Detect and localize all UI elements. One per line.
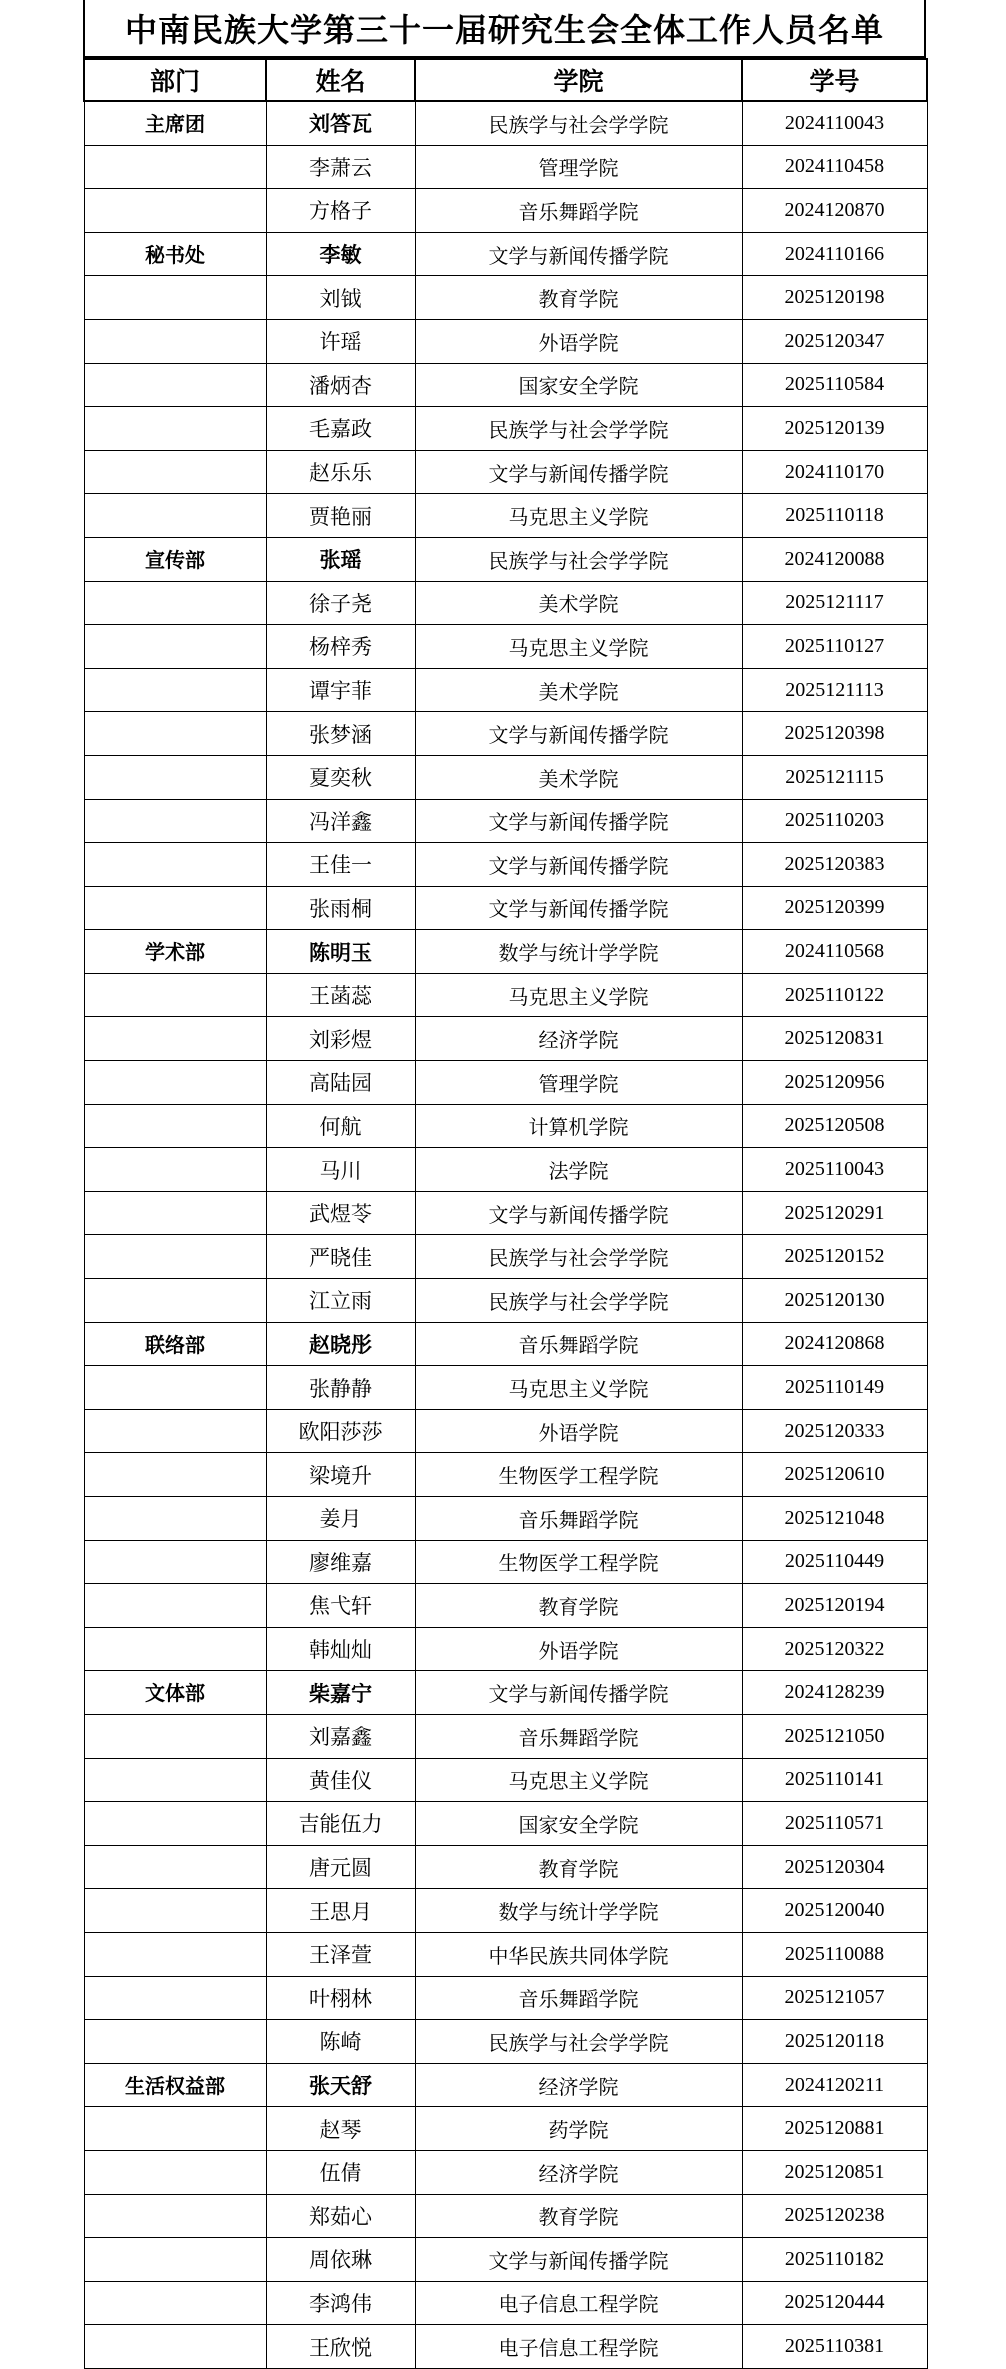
student-id-cell: 2025120508 bbox=[742, 1104, 927, 1148]
student-id-cell: 2025120610 bbox=[742, 1453, 927, 1497]
student-id-cell: 2024110458 bbox=[742, 145, 927, 189]
table-row bbox=[84, 755, 927, 799]
table-row bbox=[84, 1061, 927, 1105]
name-cell: 廖维嘉 bbox=[266, 1540, 415, 1584]
dept-cell bbox=[84, 1889, 266, 1933]
table-row bbox=[84, 276, 927, 320]
student-id-cell: 2025120198 bbox=[742, 276, 927, 320]
roster-sheet bbox=[83, 0, 926, 2369]
table-row bbox=[84, 1322, 927, 1366]
student-id-cell: 2024110166 bbox=[742, 232, 927, 276]
name-cell: 王欣悦 bbox=[266, 2325, 415, 2369]
name-cell: 王思月 bbox=[266, 1889, 415, 1933]
student-id-cell: 2024120088 bbox=[742, 537, 927, 581]
name-cell: 刘钺 bbox=[266, 276, 415, 320]
student-id-cell: 2025120398 bbox=[742, 712, 927, 756]
student-id-cell: 2025120238 bbox=[742, 2194, 927, 2238]
college-cell: 文学与新闻传播学院 bbox=[415, 886, 742, 930]
student-id-cell: 2025110584 bbox=[742, 363, 927, 407]
student-id-cell: 2024120870 bbox=[742, 189, 927, 233]
college-cell: 文学与新闻传播学院 bbox=[415, 1191, 742, 1235]
dept-cell bbox=[84, 276, 266, 320]
student-id-cell: 2025120040 bbox=[742, 1889, 927, 1933]
student-id-cell: 2025110122 bbox=[742, 973, 927, 1017]
student-id-cell: 2025120291 bbox=[742, 1191, 927, 1235]
dept-cell bbox=[84, 1235, 266, 1279]
student-id-cell: 2025121050 bbox=[742, 1714, 927, 1758]
college-cell: 经济学院 bbox=[415, 2063, 742, 2107]
college-cell: 经济学院 bbox=[415, 2150, 742, 2194]
table-row bbox=[84, 189, 927, 233]
table-row bbox=[84, 2238, 927, 2282]
table-row bbox=[84, 2281, 927, 2325]
roster-table bbox=[83, 58, 928, 2369]
name-cell: 柴嘉宁 bbox=[266, 1671, 415, 1715]
college-cell: 民族学与社会学学院 bbox=[415, 1279, 742, 1323]
student-id-cell: 2025121057 bbox=[742, 1976, 927, 2020]
table-row bbox=[84, 2107, 927, 2151]
name-cell: 张梦涵 bbox=[266, 712, 415, 756]
name-cell: 陈明玉 bbox=[266, 930, 415, 974]
table-row bbox=[84, 1976, 927, 2020]
table-row bbox=[84, 886, 927, 930]
name-cell: 张雨桐 bbox=[266, 886, 415, 930]
dept-cell bbox=[84, 1453, 266, 1497]
student-id-cell: 2025120333 bbox=[742, 1409, 927, 1453]
table-row bbox=[84, 1845, 927, 1889]
student-id-cell: 2025110203 bbox=[742, 799, 927, 843]
dept-cell bbox=[84, 712, 266, 756]
name-cell: 赵琴 bbox=[266, 2107, 415, 2151]
college-cell: 数学与统计学学院 bbox=[415, 930, 742, 974]
table-row bbox=[84, 1235, 927, 1279]
name-cell: 许瑶 bbox=[266, 319, 415, 363]
student-id-cell: 2025120444 bbox=[742, 2281, 927, 2325]
college-cell: 数学与统计学学院 bbox=[415, 1889, 742, 1933]
dept-cell bbox=[84, 1366, 266, 1410]
dept-cell: 生活权益部 bbox=[84, 2063, 266, 2107]
table-row bbox=[84, 581, 927, 625]
student-id-cell: 2024110568 bbox=[742, 930, 927, 974]
dept-cell bbox=[84, 973, 266, 1017]
name-cell: 杨梓秀 bbox=[266, 625, 415, 669]
dept-cell bbox=[84, 2325, 266, 2369]
dept-cell bbox=[84, 1409, 266, 1453]
dept-cell bbox=[84, 1061, 266, 1105]
dept-cell bbox=[84, 1191, 266, 1235]
name-cell: 王佳一 bbox=[266, 843, 415, 887]
student-id-cell: 2025120139 bbox=[742, 407, 927, 451]
name-cell: 刘答瓦 bbox=[266, 101, 415, 145]
college-cell: 民族学与社会学学院 bbox=[415, 537, 742, 581]
student-id-cell: 2025120194 bbox=[742, 1584, 927, 1628]
student-id-cell: 2024120868 bbox=[742, 1322, 927, 1366]
table-row bbox=[84, 494, 927, 538]
name-cell: 王菡蕊 bbox=[266, 973, 415, 1017]
table-row bbox=[84, 625, 927, 669]
dept-cell bbox=[84, 319, 266, 363]
table-row bbox=[84, 1584, 927, 1628]
college-cell: 音乐舞蹈学院 bbox=[415, 1497, 742, 1541]
name-cell: 高陆园 bbox=[266, 1061, 415, 1105]
college-cell: 教育学院 bbox=[415, 1584, 742, 1628]
dept-cell bbox=[84, 581, 266, 625]
college-cell: 文学与新闻传播学院 bbox=[415, 843, 742, 887]
table-row bbox=[84, 537, 927, 581]
name-cell: 武煜苓 bbox=[266, 1191, 415, 1235]
name-cell: 刘彩煜 bbox=[266, 1017, 415, 1061]
name-cell: 张静静 bbox=[266, 1366, 415, 1410]
name-cell: 韩灿灿 bbox=[266, 1627, 415, 1671]
table-row bbox=[84, 363, 927, 407]
college-cell: 马克思主义学院 bbox=[415, 973, 742, 1017]
table-row bbox=[84, 1148, 927, 1192]
table-row bbox=[84, 1758, 927, 1802]
dept-cell bbox=[84, 1976, 266, 2020]
college-cell: 美术学院 bbox=[415, 581, 742, 625]
table-row bbox=[84, 1366, 927, 1410]
name-cell: 陈崎 bbox=[266, 2020, 415, 2064]
name-cell: 徐子尧 bbox=[266, 581, 415, 625]
college-cell: 教育学院 bbox=[415, 1845, 742, 1889]
document-title: 中南民族大学第三十一届研究生会全体工作人员名单 bbox=[83, 0, 926, 58]
student-id-cell: 2025121115 bbox=[742, 755, 927, 799]
table-row bbox=[84, 1497, 927, 1541]
name-cell: 赵乐乐 bbox=[266, 450, 415, 494]
college-cell: 美术学院 bbox=[415, 755, 742, 799]
name-cell: 李萧云 bbox=[266, 145, 415, 189]
college-cell: 民族学与社会学学院 bbox=[415, 101, 742, 145]
college-cell: 外语学院 bbox=[415, 1409, 742, 1453]
name-cell: 梁境升 bbox=[266, 1453, 415, 1497]
name-cell: 何航 bbox=[266, 1104, 415, 1148]
name-cell: 谭宇菲 bbox=[266, 668, 415, 712]
table-row bbox=[84, 1279, 927, 1323]
table-row bbox=[84, 843, 927, 887]
name-cell: 潘炳杏 bbox=[266, 363, 415, 407]
dept-cell bbox=[84, 755, 266, 799]
dept-cell bbox=[84, 145, 266, 189]
name-cell: 张天舒 bbox=[266, 2063, 415, 2107]
college-cell: 电子信息工程学院 bbox=[415, 2281, 742, 2325]
table-row bbox=[84, 450, 927, 494]
table-row bbox=[84, 1453, 927, 1497]
student-id-cell: 2024110170 bbox=[742, 450, 927, 494]
college-cell: 文学与新闻传播学院 bbox=[415, 232, 742, 276]
table-row bbox=[84, 2020, 927, 2064]
name-cell: 毛嘉政 bbox=[266, 407, 415, 451]
college-cell: 计算机学院 bbox=[415, 1104, 742, 1148]
dept-cell bbox=[84, 1932, 266, 1976]
dept-cell bbox=[84, 668, 266, 712]
student-id-cell: 2025120383 bbox=[742, 843, 927, 887]
table-row bbox=[84, 2150, 927, 2194]
name-cell: 叶栩林 bbox=[266, 1976, 415, 2020]
student-id-cell: 2025110118 bbox=[742, 494, 927, 538]
college-cell: 外语学院 bbox=[415, 1627, 742, 1671]
college-cell: 管理学院 bbox=[415, 1061, 742, 1105]
student-id-cell: 2024128239 bbox=[742, 1671, 927, 1715]
college-cell: 音乐舞蹈学院 bbox=[415, 189, 742, 233]
dept-cell bbox=[84, 1497, 266, 1541]
table-row bbox=[84, 1714, 927, 1758]
dept-cell bbox=[84, 2281, 266, 2325]
student-id-cell: 2025120831 bbox=[742, 1017, 927, 1061]
roster-body bbox=[84, 101, 927, 2368]
college-cell: 管理学院 bbox=[415, 145, 742, 189]
college-cell: 文学与新闻传播学院 bbox=[415, 2238, 742, 2282]
dept-cell bbox=[84, 1714, 266, 1758]
table-row bbox=[84, 799, 927, 843]
student-id-cell: 2025120347 bbox=[742, 319, 927, 363]
name-cell: 唐元圆 bbox=[266, 1845, 415, 1889]
dept-cell: 文体部 bbox=[84, 1671, 266, 1715]
college-cell: 马克思主义学院 bbox=[415, 1366, 742, 1410]
dept-cell bbox=[84, 1104, 266, 1148]
college-cell: 音乐舞蹈学院 bbox=[415, 1976, 742, 2020]
name-cell: 赵晓彤 bbox=[266, 1322, 415, 1366]
name-cell: 张瑶 bbox=[266, 537, 415, 581]
college-cell: 马克思主义学院 bbox=[415, 494, 742, 538]
name-cell: 伍倩 bbox=[266, 2150, 415, 2194]
student-id-cell: 2025110381 bbox=[742, 2325, 927, 2369]
college-cell: 国家安全学院 bbox=[415, 1802, 742, 1846]
table-row bbox=[84, 712, 927, 756]
student-id-cell: 2025110182 bbox=[742, 2238, 927, 2282]
name-cell: 严晓佳 bbox=[266, 1235, 415, 1279]
table-row bbox=[84, 1932, 927, 1976]
student-id-cell: 2025110449 bbox=[742, 1540, 927, 1584]
dept-cell: 宣传部 bbox=[84, 537, 266, 581]
student-id-cell: 2025120130 bbox=[742, 1279, 927, 1323]
student-id-cell: 2024110043 bbox=[742, 101, 927, 145]
header-college: 学院 bbox=[415, 59, 742, 101]
dept-cell bbox=[84, 1279, 266, 1323]
name-cell: 姜月 bbox=[266, 1497, 415, 1541]
college-cell: 国家安全学院 bbox=[415, 363, 742, 407]
student-id-cell: 2025110141 bbox=[742, 1758, 927, 1802]
student-id-cell: 2025120118 bbox=[742, 2020, 927, 2064]
dept-cell bbox=[84, 1584, 266, 1628]
table-row bbox=[84, 101, 927, 145]
table-row bbox=[84, 1802, 927, 1846]
college-cell: 法学院 bbox=[415, 1148, 742, 1192]
student-id-cell: 2025110127 bbox=[742, 625, 927, 669]
table-row bbox=[84, 1104, 927, 1148]
college-cell: 经济学院 bbox=[415, 1017, 742, 1061]
dept-cell bbox=[84, 2020, 266, 2064]
name-cell: 焦弋轩 bbox=[266, 1584, 415, 1628]
dept-cell: 秘书处 bbox=[84, 232, 266, 276]
college-cell: 药学院 bbox=[415, 2107, 742, 2151]
student-id-cell: 2025120956 bbox=[742, 1061, 927, 1105]
table-row bbox=[84, 973, 927, 1017]
table-row bbox=[84, 1671, 927, 1715]
header-row bbox=[84, 59, 927, 101]
dept-cell bbox=[84, 1148, 266, 1192]
dept-cell bbox=[84, 886, 266, 930]
name-cell: 李敏 bbox=[266, 232, 415, 276]
college-cell: 文学与新闻传播学院 bbox=[415, 1671, 742, 1715]
college-cell: 马克思主义学院 bbox=[415, 625, 742, 669]
student-id-cell: 2025121113 bbox=[742, 668, 927, 712]
table-row bbox=[84, 2325, 927, 2369]
header-name: 姓名 bbox=[266, 59, 415, 101]
name-cell: 黄佳仪 bbox=[266, 1758, 415, 1802]
dept-cell bbox=[84, 2194, 266, 2238]
college-cell: 文学与新闻传播学院 bbox=[415, 450, 742, 494]
dept-cell bbox=[84, 625, 266, 669]
college-cell: 文学与新闻传播学院 bbox=[415, 712, 742, 756]
name-cell: 欧阳莎莎 bbox=[266, 1409, 415, 1453]
name-cell: 冯洋鑫 bbox=[266, 799, 415, 843]
college-cell: 马克思主义学院 bbox=[415, 1758, 742, 1802]
table-row bbox=[84, 2063, 927, 2107]
dept-cell bbox=[84, 363, 266, 407]
college-cell: 美术学院 bbox=[415, 668, 742, 712]
dept-cell bbox=[84, 2150, 266, 2194]
table-row bbox=[84, 1191, 927, 1235]
dept-cell: 主席团 bbox=[84, 101, 266, 145]
table-row bbox=[84, 930, 927, 974]
college-cell: 民族学与社会学学院 bbox=[415, 2020, 742, 2064]
table-row bbox=[84, 1889, 927, 1933]
student-id-cell: 2025110149 bbox=[742, 1366, 927, 1410]
dept-cell bbox=[84, 407, 266, 451]
name-cell: 贾艳丽 bbox=[266, 494, 415, 538]
name-cell: 李鸿伟 bbox=[266, 2281, 415, 2325]
college-cell: 外语学院 bbox=[415, 319, 742, 363]
dept-cell bbox=[84, 1845, 266, 1889]
student-id-cell: 2025120304 bbox=[742, 1845, 927, 1889]
name-cell: 王泽萱 bbox=[266, 1932, 415, 1976]
student-id-cell: 2025121117 bbox=[742, 581, 927, 625]
college-cell: 民族学与社会学学院 bbox=[415, 1235, 742, 1279]
dept-cell bbox=[84, 1017, 266, 1061]
student-id-cell: 2024120211 bbox=[742, 2063, 927, 2107]
college-cell: 中华民族共同体学院 bbox=[415, 1932, 742, 1976]
table-row bbox=[84, 1017, 927, 1061]
name-cell: 方格子 bbox=[266, 189, 415, 233]
student-id-cell: 2025120152 bbox=[742, 1235, 927, 1279]
student-id-cell: 2025120322 bbox=[742, 1627, 927, 1671]
header-student-id: 学号 bbox=[742, 59, 927, 101]
dept-cell bbox=[84, 189, 266, 233]
table-row bbox=[84, 1409, 927, 1453]
dept-cell bbox=[84, 2238, 266, 2282]
student-id-cell: 2025110088 bbox=[742, 1932, 927, 1976]
dept-cell: 学术部 bbox=[84, 930, 266, 974]
college-cell: 文学与新闻传播学院 bbox=[415, 799, 742, 843]
college-cell: 民族学与社会学学院 bbox=[415, 407, 742, 451]
name-cell: 吉能伍力 bbox=[266, 1802, 415, 1846]
student-id-cell: 2025121048 bbox=[742, 1497, 927, 1541]
name-cell: 刘嘉鑫 bbox=[266, 1714, 415, 1758]
name-cell: 郑茹心 bbox=[266, 2194, 415, 2238]
table-row bbox=[84, 407, 927, 451]
table-row bbox=[84, 1540, 927, 1584]
college-cell: 教育学院 bbox=[415, 2194, 742, 2238]
student-id-cell: 2025120881 bbox=[742, 2107, 927, 2151]
header-dept: 部门 bbox=[84, 59, 266, 101]
dept-cell bbox=[84, 450, 266, 494]
dept-cell bbox=[84, 1627, 266, 1671]
dept-cell bbox=[84, 1540, 266, 1584]
dept-cell bbox=[84, 2107, 266, 2151]
college-cell: 教育学院 bbox=[415, 276, 742, 320]
student-id-cell: 2025110571 bbox=[742, 1802, 927, 1846]
table-row bbox=[84, 668, 927, 712]
table-row bbox=[84, 232, 927, 276]
dept-cell bbox=[84, 843, 266, 887]
dept-cell bbox=[84, 799, 266, 843]
table-row bbox=[84, 319, 927, 363]
dept-cell bbox=[84, 1802, 266, 1846]
dept-cell bbox=[84, 1758, 266, 1802]
dept-cell bbox=[84, 494, 266, 538]
college-cell: 生物医学工程学院 bbox=[415, 1540, 742, 1584]
name-cell: 夏奕秋 bbox=[266, 755, 415, 799]
college-cell: 生物医学工程学院 bbox=[415, 1453, 742, 1497]
table-row bbox=[84, 2194, 927, 2238]
college-cell: 音乐舞蹈学院 bbox=[415, 1322, 742, 1366]
table-row bbox=[84, 145, 927, 189]
student-id-cell: 2025120851 bbox=[742, 2150, 927, 2194]
college-cell: 音乐舞蹈学院 bbox=[415, 1714, 742, 1758]
name-cell: 江立雨 bbox=[266, 1279, 415, 1323]
student-id-cell: 2025120399 bbox=[742, 886, 927, 930]
name-cell: 马川 bbox=[266, 1148, 415, 1192]
name-cell: 周依琳 bbox=[266, 2238, 415, 2282]
college-cell: 电子信息工程学院 bbox=[415, 2325, 742, 2369]
student-id-cell: 2025110043 bbox=[742, 1148, 927, 1192]
dept-cell: 联络部 bbox=[84, 1322, 266, 1366]
table-row bbox=[84, 1627, 927, 1671]
